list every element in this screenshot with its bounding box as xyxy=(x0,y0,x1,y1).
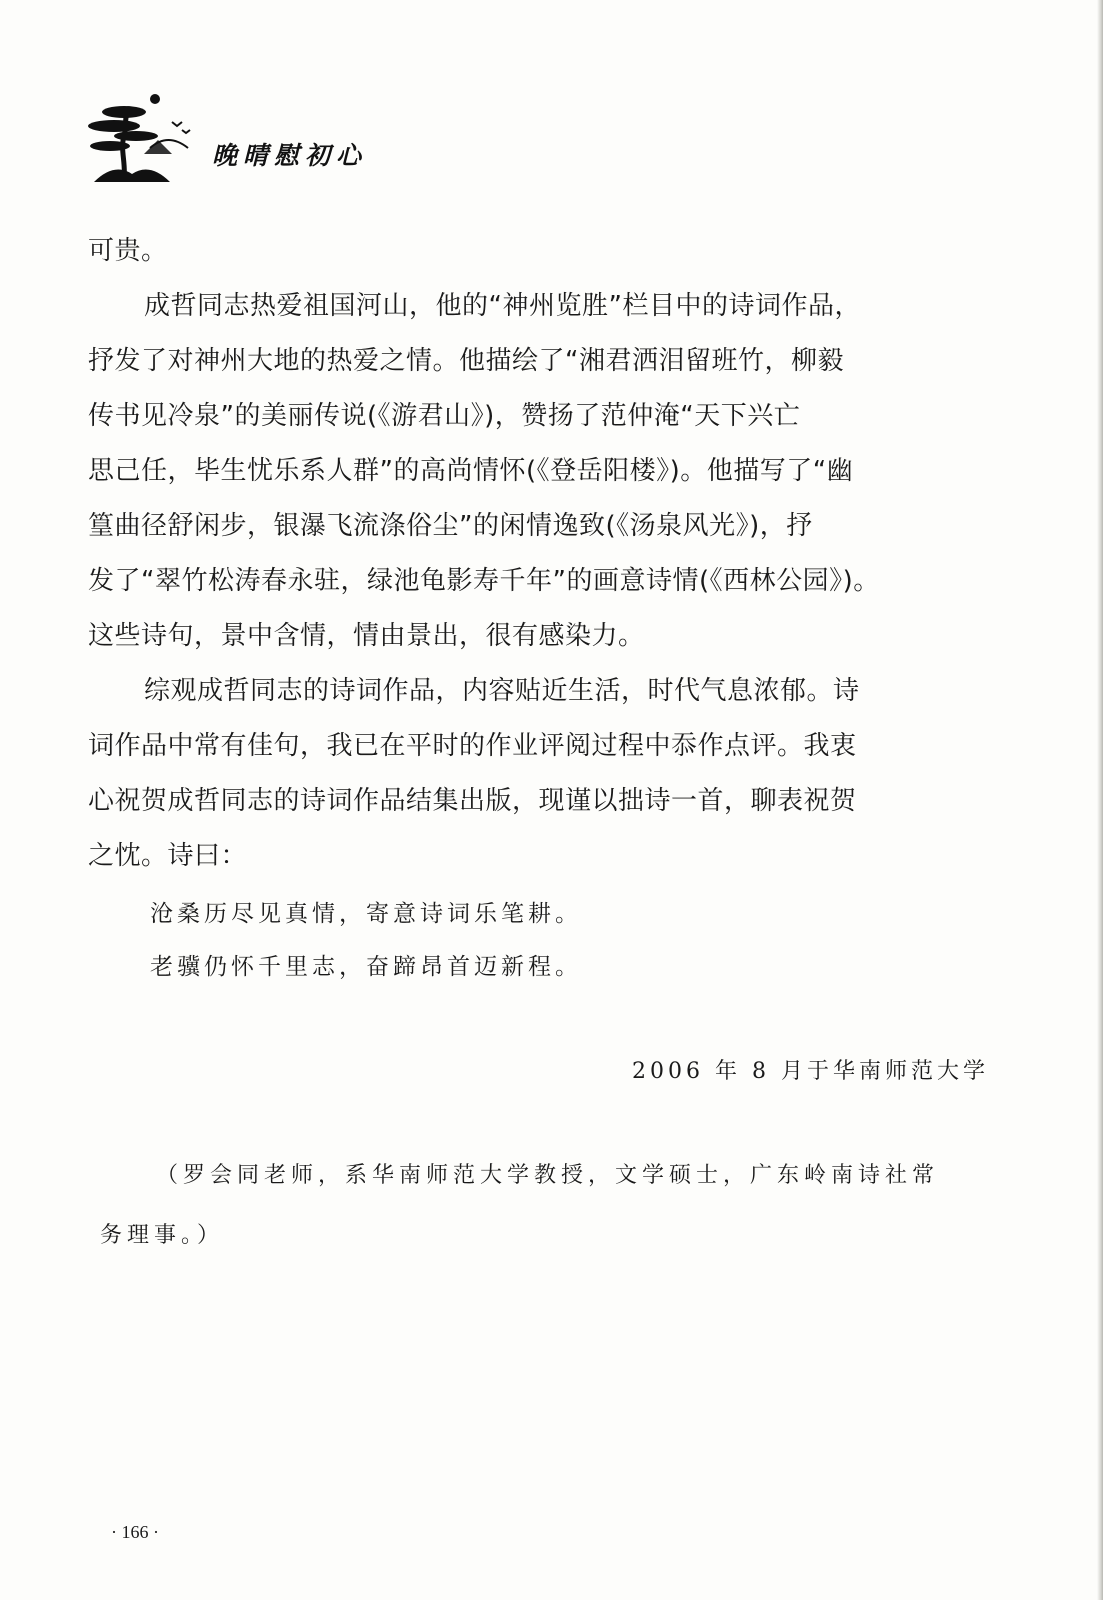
dateline: 2006 年 8 月于华南师范大学 xyxy=(632,1059,989,1084)
body-line: 综观成哲同志的诗词作品，内容贴近生活，时代气息浓郁。诗 xyxy=(144,676,860,706)
body-line: 篁曲径舒闲步，银瀑飞流涤俗尘”的闲情逸致(《汤泉风光》)，抒 xyxy=(88,511,813,541)
body-line: 可贵。 xyxy=(88,236,168,266)
page-header xyxy=(84,92,444,192)
pine-tree-landscape-icon xyxy=(84,92,204,188)
body-line: 思己任，毕生忧乐系人群”的高尚情怀(《登岳阳楼》)。他描写了“幽 xyxy=(88,456,854,486)
body-line: 之忱。诗曰： xyxy=(88,841,248,871)
note-line-1: （罗会同老师，系华南师范大学教授，文学硕士，广东岭南诗社常 xyxy=(156,1163,940,1188)
poem xyxy=(150,888,950,994)
scan-edge xyxy=(1097,0,1103,1600)
body-line: 发了“翠竹松涛春永驻，绿池龟影寿千年”的画意诗情(《西林公园》)。 xyxy=(88,566,880,596)
body-line: 抒发了对神州大地的热爱之情。他描绘了“湘君洒泪留班竹，柳毅 xyxy=(88,346,844,376)
body-line: 成哲同志热爱祖国河山，他的“神州览胜”栏目中的诗词作品， xyxy=(144,291,861,321)
note-line-2: 务理事。） xyxy=(100,1223,225,1248)
page-number: · 166 · xyxy=(111,1522,159,1542)
book-title: 晚晴慰初心 xyxy=(212,141,368,170)
body-line: 传书见冷泉”的美丽传说(《游君山》)，赞扬了范仲淹“天下兴亡 xyxy=(88,401,801,431)
poem-line-2: 老骥仍怀千里志，奋蹄昂首迈新程。 xyxy=(150,954,582,980)
body-line: 词作品中常有佳句，我已在平时的作业评阅过程中忝作点评。我衷 xyxy=(88,731,857,761)
body-line: 心祝贺成哲同志的诗词作品结集出版，现谨以拙诗一首，聊表祝贺 xyxy=(88,786,857,816)
author-note xyxy=(100,1146,1000,1266)
poem-line-1: 沧桑历尽见真情，寄意诗词乐笔耕。 xyxy=(150,901,582,927)
body-paragraphs xyxy=(88,224,988,884)
body-line: 这些诗句，景中含情，情由景出，很有感染力。 xyxy=(88,621,645,651)
